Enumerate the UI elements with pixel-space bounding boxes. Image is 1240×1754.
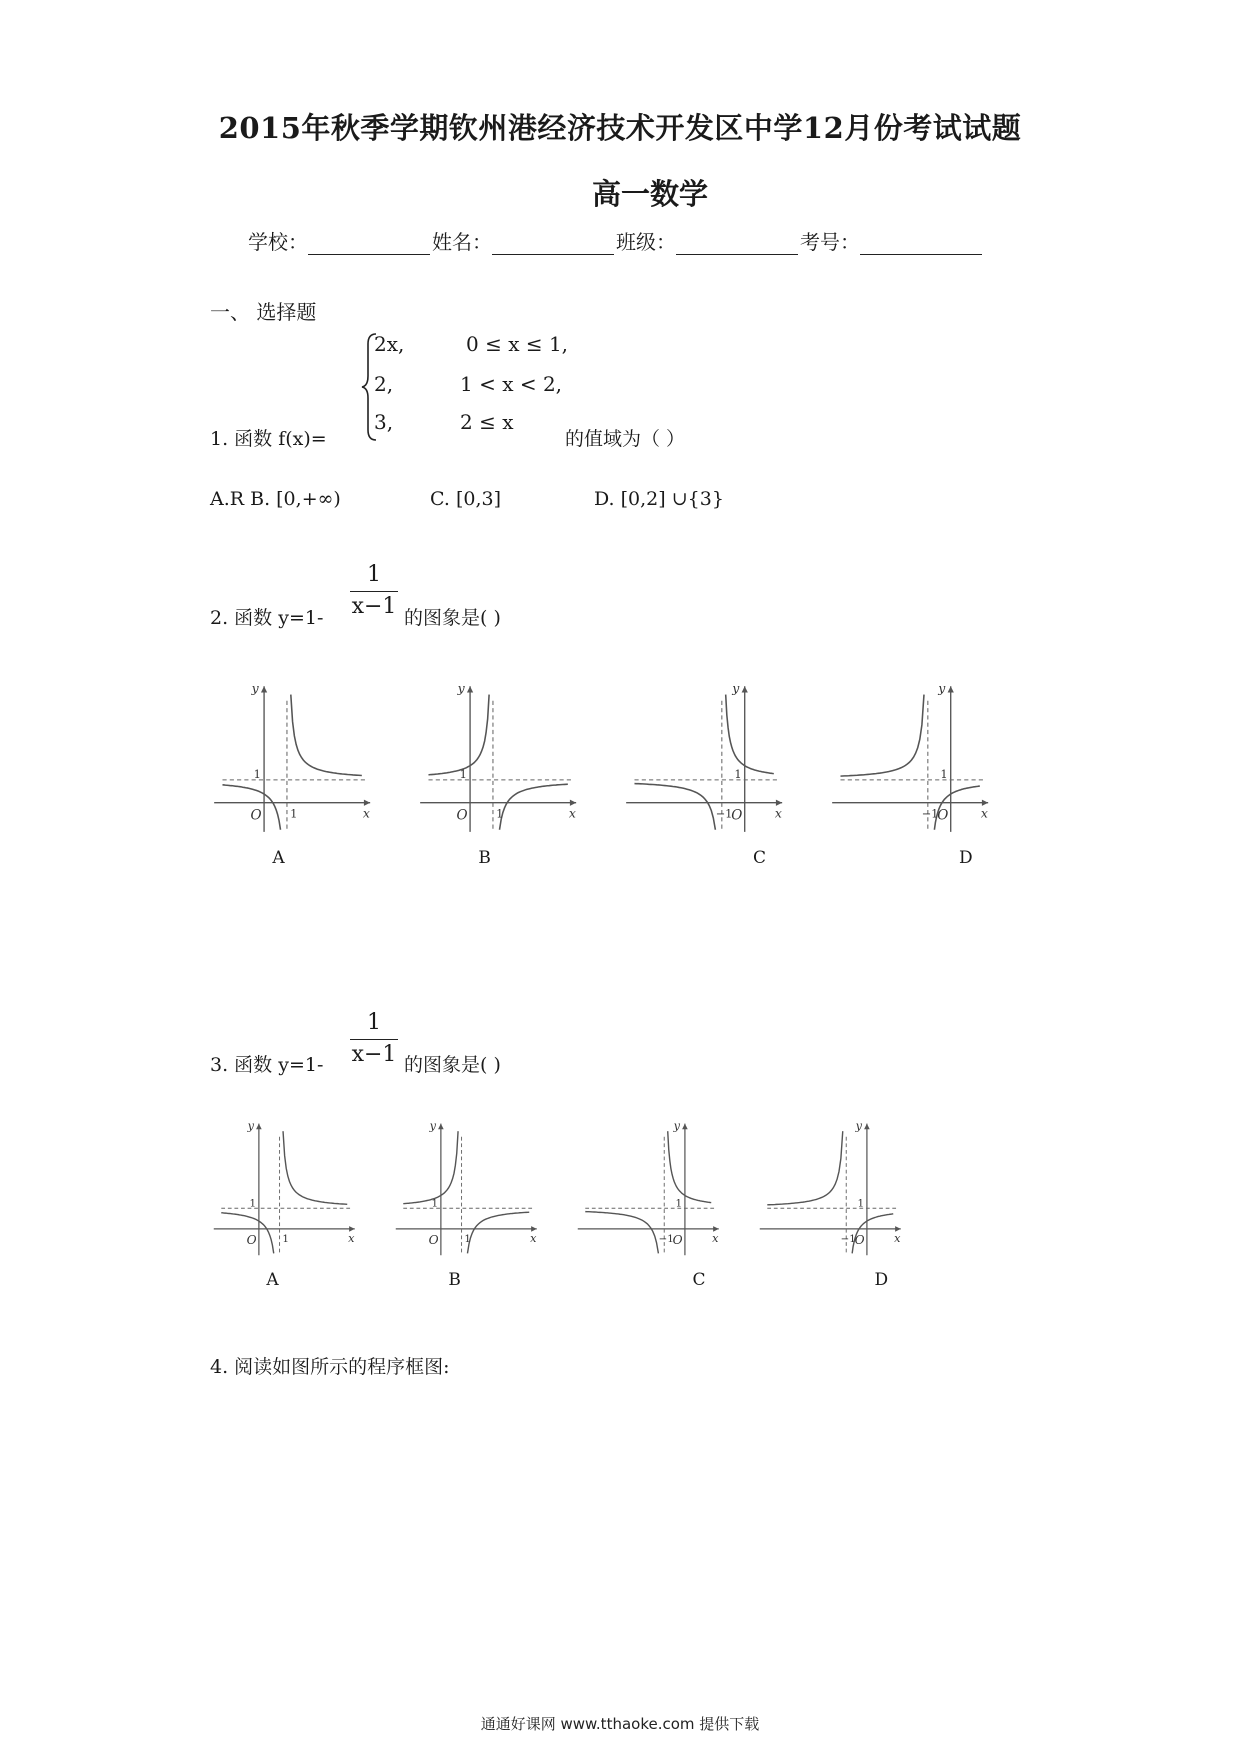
case3-expr: 3, [374,410,394,434]
exam-title: 2015年秋季学期钦州港经济技术开发区中学12月份考试试题 [218,111,1022,145]
x-tick-1-label: 1 [496,806,504,821]
curve-right-branch [500,784,568,830]
q2-fraction [350,562,398,619]
x-axis-label: x [530,1232,537,1246]
x-axis-label: x [362,805,370,821]
curve-left-branch [840,695,924,777]
y-tick-1-label: 1 [675,1197,683,1210]
curve-right-branch [283,1131,347,1204]
x-axis-label: x [980,805,988,821]
y-axis-arrow-icon [438,1124,444,1130]
school-blank[interactable] [308,232,430,255]
curve-right-branch [291,695,362,776]
q2-caption-a: A [272,848,285,869]
y-axis-arrow-icon [256,1124,262,1130]
q2-frac-bar [350,591,398,592]
class-blank[interactable] [676,232,798,255]
y-tick-1-label: 1 [459,766,467,781]
q3-graph-c[interactable] [574,1118,724,1259]
q4-text: 4. 阅读如图所示的程序框图: [210,1356,450,1378]
case2-cond: 1 < x < 2, [460,372,563,396]
y-axis-label: y [732,680,740,696]
q3-caption-c: C [692,1270,706,1291]
x-tick-1-label: 1 [290,806,298,821]
origin-label: O [672,1232,683,1247]
y-axis-label: y [247,1119,254,1133]
student-info-row [248,226,984,255]
footer-source: 通通好课网 www.tthaoke.com 提供下载 [480,1715,760,1733]
y-axis-arrow-icon [948,686,954,692]
x-axis-label: x [712,1232,719,1246]
y-axis-arrow-icon [864,1124,870,1130]
y-axis-label: y [938,680,946,696]
case1-expr: 2x, [374,332,405,356]
q1-option-d: D. [0,2] ∪{3} [594,488,724,510]
y-axis-arrow-icon [682,1124,688,1130]
q2-caption-b: B [478,848,491,869]
q3-fraction [350,1010,398,1067]
name-blank[interactable] [492,232,614,255]
curve-left-branch [428,695,489,775]
y-tick-1-label: 1 [431,1197,439,1210]
y-axis-label: y [457,680,465,696]
q2-frac-numerator: 1 [367,562,381,587]
class-label: 班级： [616,230,676,254]
q3-prefix: 3. 函数 y=1- [210,1054,324,1076]
case3-cond: 2 ≤ x [460,410,514,434]
origin-label: O [937,807,949,824]
q3-frac-bar [350,1039,398,1040]
q2-graph-b[interactable] [416,680,582,836]
x-tick-neg1-label: −1 [840,1233,856,1246]
x-axis-label: x [348,1232,355,1246]
curve-left-branch [767,1131,842,1205]
x-tick-neg1-label: −1 [921,806,939,821]
curve-left-branch [585,1212,658,1254]
name-label: 姓名： [432,230,492,254]
y-tick-1-label: 1 [734,766,742,781]
x-tick-neg1-label: −1 [715,806,733,821]
origin-label: O [250,807,262,824]
curve-right-branch [726,695,774,774]
x-axis-arrow-icon [713,1226,719,1232]
x-tick-1-label: 1 [282,1233,289,1246]
q2-caption-d: D [959,848,973,869]
q3-frac-denominator: x−1 [351,1042,397,1067]
y-axis-label: y [251,680,259,696]
curve-left-branch [403,1131,458,1204]
q2-suffix: 的图象是( ) [404,607,501,629]
q1-prefix: 1. 函数 f(x)= [210,428,327,450]
x-axis-label: x [894,1232,901,1246]
q2-graph-a[interactable] [210,680,376,836]
q3-caption-a: A [266,1270,279,1291]
y-tick-1-label: 1 [940,766,948,781]
x-axis-arrow-icon [895,1226,901,1232]
curve-right-branch [668,1131,712,1202]
y-axis-label: y [673,1119,681,1133]
q1-option-c: C. [0,3] [430,488,501,510]
curve-right-branch [467,1212,529,1253]
q2-frac-denominator: x−1 [351,594,397,619]
curve-left-branch [634,784,715,830]
origin-label: O [731,807,743,824]
exam-number-label: 考号： [800,230,860,254]
q3-caption-b: B [448,1270,461,1291]
y-axis-arrow-icon [261,686,267,692]
section-title: 一、 选择题 [210,300,317,324]
y-axis-label: y [429,1119,436,1133]
case1-cond: 0 ≤ x ≤ 1, [466,332,569,356]
y-axis-arrow-icon [742,686,748,692]
x-axis-label: x [774,805,782,821]
y-axis-arrow-icon [467,686,473,692]
origin-label: O [456,807,468,824]
q1-suffix: 的值域为（ ） [565,428,686,450]
exam-number-blank[interactable] [860,232,982,255]
x-tick-neg1-label: −1 [658,1233,674,1246]
q3-graph-d[interactable] [756,1118,906,1259]
origin-label: O [246,1232,257,1247]
school-label: 学校： [248,230,308,254]
q3-graph-b[interactable] [392,1118,542,1259]
y-tick-1-label: 1 [249,1197,257,1210]
q2-graph-d[interactable] [828,680,994,836]
q3-graph-a[interactable] [210,1118,360,1259]
q2-graph-c[interactable] [622,680,788,836]
origin-label: O [854,1232,865,1247]
x-tick-1-label: 1 [464,1233,471,1246]
q2-caption-c: C [753,848,767,869]
subject-title: 高一数学 [591,177,708,211]
x-axis-arrow-icon [531,1226,537,1232]
x-axis-label: x [568,805,576,821]
q3-suffix: 的图象是( ) [404,1054,501,1076]
q2-prefix: 2. 函数 y=1- [210,607,324,629]
case2-expr: 2, [374,372,394,396]
y-tick-1-label: 1 [857,1197,865,1210]
q1-option-ab: A.R B. [0,+∞) [210,488,341,510]
y-axis-label: y [855,1119,863,1133]
q3-frac-numerator: 1 [367,1010,381,1035]
x-axis-arrow-icon [349,1226,355,1232]
y-tick-1-label: 1 [253,766,261,781]
origin-label: O [428,1232,439,1247]
q3-caption-d: D [874,1270,889,1291]
